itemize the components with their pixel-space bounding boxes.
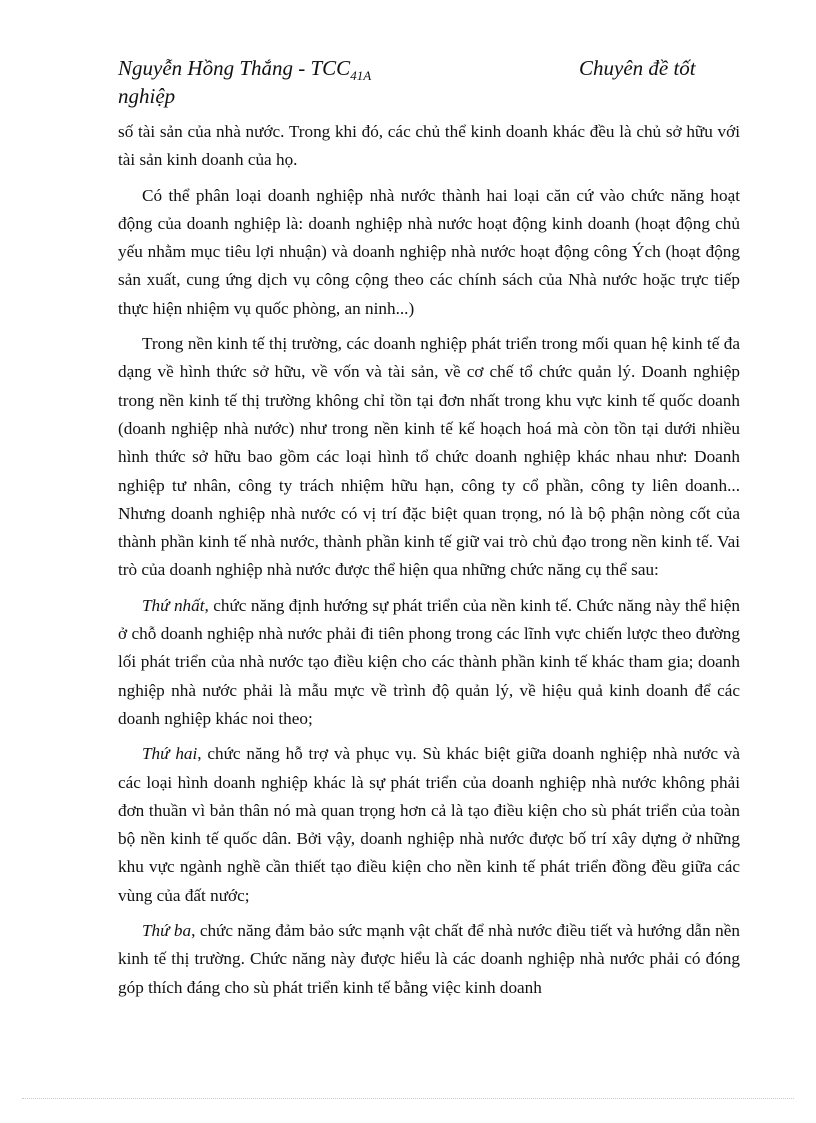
paragraph-text: Trong nền kinh tế thị trường, các doanh nghiệp phát triển trong mối quan hệ kinh tế đa dạng về hình thức sở hữu, về vốn và tài sản, về cơ chế tổ chức quản lý. Doanh nghiệp trong nền kinh tế thị trường không chỉ tồn tại đơn nhất trong khu vực kinh tế quốc doanh (doanh nghiệp nhà nước) như trong nền kinh tế kế hoạch hoá mà còn tồn tại dưới nhiều hình thức sở hữu bao gồm các loại hình tổ chức doanh nghiệp khác nhau như: Doanh nghiệp tư nhân, công ty trách nhiệm hữu hạn, công ty cổ phần, công ty liên doanh... Nhưng doanh nghiệp nhà nước có vị trí đặc biệt quan trọng, nó là bộ phận nòng cốt của thành phần kinh tế nhà nước, thành phần kinh tế giữ vai trò chủ đạo trong nền kinh tế. Vai trò của doanh nghiệp nhà nước được thể hiện qua những chức năng cụ thể sau: — [118, 334, 740, 580]
paragraph-text: , chức năng hỗ trợ và phục vụ. Sù khác biệt giữa doanh nghiệp nhà nước và các loại hình doanh nghiệp khác là sự phát triển của doanh nghiệp nhà nước không phải đơn thuần vì bản thân nó mà quan trọng hơn cả là tạo điều kiện cho sù phát triển của toàn bộ nền kinh tế quốc dân. Bởi vậy, doanh nghiệp nhà nước được bố trí xây dựng ở những khu vực ngành nghề cần thiết tạo điều kiện cho nền kinh tế phát triển đồng đều giữa các vùng của đất nước; — [118, 744, 740, 905]
document-body — [118, 118, 740, 1009]
paragraph-first-function — [118, 592, 740, 733]
header-author-name: Nguyễn Hồng Thắng - TCC — [118, 56, 351, 80]
paragraph-lead: Thứ nhất — [142, 595, 205, 615]
paragraph-lead: Thứ ba — [142, 921, 192, 941]
paragraph-text: , chức năng định hướng sự phát triển của nền kinh tế. Chức năng này thể hiện ở chỗ doanh nghiệp nhà nước phải đi tiên phong trong các lĩnh vực chiến lược theo đường lối phát triển của nhà nước tạo điều kiện cho các thành phần kinh tế khác tham gia; doanh nghiệp nhà nước phải là mẫu mực về trình độ quản lý, về hiệu quả kinh doanh để các doanh nghiệp khác noi theo; — [118, 595, 740, 728]
paragraph-text: Có thể phân loại doanh nghiệp nhà nước thành hai loại căn cứ vào chức năng hoạt động của doanh nghiệp là: doanh nghiệp nhà nước hoạt động kinh doanh (hoạt động chủ yếu nhằm mục tiêu lợi nhuận) và doanh nghiệp nhà nước hoạt động công Ých (hoạt động sản xuất, cung ứng dịch vụ công cộng theo các chính sách của Nhà nước hoặc trực tiếp thực hiện nhiệm vụ quốc phòng, an ninh...) — [118, 185, 740, 318]
header-topic-continued: nghiệp — [118, 84, 176, 108]
paragraph-lead: Thứ hai — [142, 744, 198, 764]
paragraph-text: số tài sản của nhà nước. Trong khi đó, các chủ thể kinh doanh khác đều là chủ sở hữu với tài sản kinh doanh của họ. — [118, 122, 740, 170]
header-class-subscript: 41A — [350, 68, 372, 83]
paragraph-continued — [118, 118, 740, 175]
paragraph-second-function — [118, 740, 740, 910]
paragraph-classification — [118, 182, 740, 323]
header-topic: Chuyên đề tốt — [579, 56, 696, 80]
paragraph-third-function — [118, 917, 740, 1002]
paragraph-market-economy — [118, 330, 740, 585]
paragraph-text: , chức năng đảm bảo sức mạnh vật chất để nhà nước điều tiết và hướng dẫn nền kinh tế thị trường. Chức năng này được hiểu là các doanh nghiệp nhà nước phải có đóng góp thích đáng cho sù phát triển kinh tế bằng việc kinh doanh — [118, 921, 740, 997]
page-bottom-divider — [22, 1098, 794, 1099]
